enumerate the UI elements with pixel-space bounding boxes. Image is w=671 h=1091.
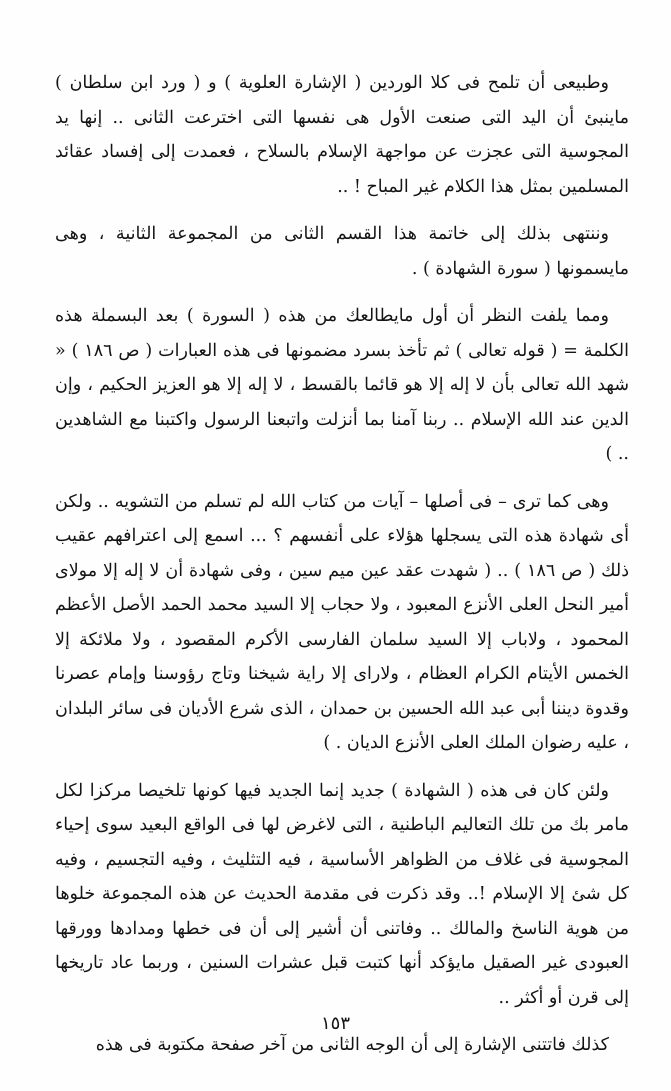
paragraph: وطبيعى أن تلمح فى كلا الوردين ( الإشارة العلوية ) و ( ورد ابن سلطان ) ماينبئ أن اليد التى صنعت الأول هى نفسها التى اخترعت الثانى .. إنها يد المجوسية التى عجزت عن مواجهة الإسلام بالسلاح ، فعمدت إلى إفساد عقائد المسلمين بمثل هذا الكلام غير المباح ! .. [55,73,629,197]
paragraph: وننتهى بذلك إلى خاتمة هذا القسم الثانى من المجموعة الثانية ، وهى مايسمونها ( سورة الشهادة ) . [55,224,629,279]
body-text [55,66,629,1063]
paragraph: وهى كما ترى – فى أصلها – آيات من كتاب الله لم تسلم من التشويه .. ولكن أى شهادة هذه التى يسجلها هؤلاء على أنفسهم ؟ ... اسمع إلى اعترافهم عقيب ذلك ( ص ١٨٦ ) .. ( شهدت عقد عين ميم سين ، وفى شهادة أن لا إله إلا مولاى أمير النحل العلى الأنزع المعبود ، ولا حجاب إلا السيد محمد الحمد الأصل الأعظم المحمود ، ولاباب إلا السيد سلمان الفارسى الأكرم المقصود ، ولا ملائكة إلا الخمس الأيتام الكرام العظام ، ولاراى إلا راية شيخنا وتاج رؤوسنا وإمام عصرنا وقدوة ديننا أبى عبد الله الحسين بن حمدان ، الذى شرع الأديان فى سائر البلدان ، عليه رضوان الملك العلى الأنزع الديان . ) [55,491,630,753]
paragraph: كذلك فاتتنى الإشارة إلى أن الوجه الثانى من آخر صفحة مكتوبة فى هذه [95,1035,609,1055]
page-number: ١٥٣ [320,1013,350,1034]
paragraph: ولئن كان فى هذه ( الشهادة ) جديد إنما الجديد فيها كونها تلخيصا مركزا لكل مامر بك من تلك التعاليم الباطنية ، التى لاغرض لها فى الواقع البعيد سوى إحياء المجوسية فى غلاف من الظواهر الأساسية ، فيه التثليث ، وفيه التجسيم ، وفيه كل شئ إلا الإسلام !.. وقد ذكرت فى مقدمة الحديث عن هذه المجموعة خلوها من هوية الناسخ والمالك .. وفاتنى أن أشير إلى أن فى خطها ومدادها وورقها العبودى غير الصقيل مايؤكد أنها كتبت قبل عشرات السنين ، وربما عاد تاريخها إلى قرن أو أكثر .. [55,780,629,1008]
paragraph: ومما يلفت النظر أن أول مايطالعك من هذه ( السورة ) بعد البسملة هذه الكلمة = ( قوله تعالى ) ثم تأخذ بسرد مضمونها فى هذه العبارات ( ص ١٨٦ ) « شهد الله تعالى بأن لا إله إلا هو قائما بالقسط ، لا إله إلا هو العزيز الحكيم ، وإن الدين عند الله الإسلام .. ربنا آمنا بما أنزلت واتبعنا الرسول واكتبنا مع الشاهدين .. ) [55,306,629,464]
